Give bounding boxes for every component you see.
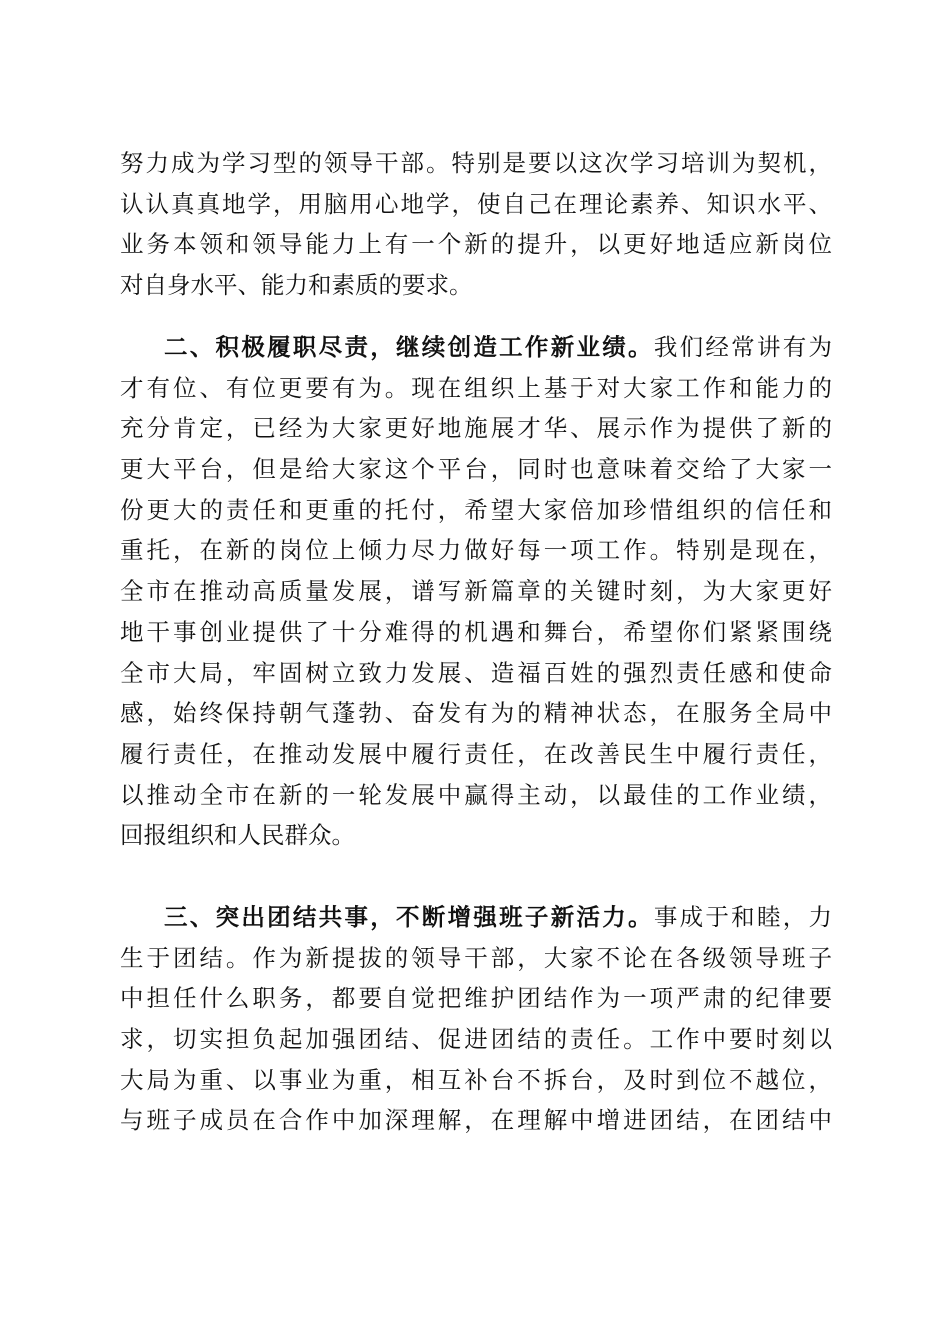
paragraph-2-line-9: 全市大局，牢固树立致力发展、造福百姓的强烈责任感和使命 bbox=[120, 658, 832, 687]
paragraph-3-first-line-text: 事成于和睦，力 bbox=[653, 903, 833, 931]
paragraph-2 bbox=[120, 327, 832, 856]
paragraph-2-line-3: 充分肯定，已经为大家更好地施展才华、展示作为提供了新的 bbox=[120, 414, 832, 443]
paragraph-2-line-12: 以推动全市在新的一轮发展中赢得主动，以最佳的工作业绩， bbox=[120, 780, 832, 809]
paragraph-2-line-7: 全市在推动高质量发展，谱写新篇章的关键时刻，为大家更好 bbox=[120, 577, 832, 606]
paragraph-2-first-line bbox=[120, 327, 832, 368]
paragraph-1-line-2: 认认真真地学，用脑用心地学，使自己在理论素养、知识水平、 bbox=[120, 189, 832, 218]
paragraph-3-line-6: 与班子成员在合作中加深理解，在理解中增进团结，在团结中 bbox=[120, 1106, 832, 1135]
paragraph-1-line-3: 业务本领和领导能力上有一个新的提升，以更好地适应新岗位 bbox=[120, 230, 832, 259]
paragraph-3-line-2: 生于团结。作为新提拔的领导干部，大家不论在各级领导班子 bbox=[120, 943, 832, 972]
paragraph-2-line-2: 才有位、有位更要有为。现在组织上基于对大家工作和能力的 bbox=[120, 373, 832, 402]
paragraph-2-first-line-text: 我们经常讲有为 bbox=[653, 333, 833, 361]
paragraph-2-line-5: 份更大的责任和更重的托付，希望大家倍加珍惜组织的信任和 bbox=[120, 495, 832, 524]
paragraph-3-line-4: 求，切实担负起加强团结、促进团结的责任。工作中要时刻以 bbox=[120, 1025, 832, 1054]
paragraph-2-line-10: 感，始终保持朝气蓬勃、奋发有为的精神状态，在服务全局中 bbox=[120, 699, 832, 728]
paragraph-3-first-line bbox=[120, 897, 832, 938]
section-heading-3: 三、突出团结共事，不断增强班子新活力。 bbox=[164, 903, 654, 931]
section-heading-2: 二、积极履职尽责，继续创造工作新业绩。 bbox=[164, 333, 654, 361]
paragraph-2-line-4: 更大平台，但是给大家这个平台，同时也意味着交给了大家一 bbox=[120, 455, 832, 484]
paragraph-3 bbox=[120, 897, 832, 1141]
paragraph-1-line-4: 对自身水平、能力和素质的要求。 bbox=[120, 271, 473, 300]
paragraph-2-line-8: 地干事创业提供了十分难得的机遇和舞台，希望你们紧紧围绕 bbox=[120, 617, 832, 646]
paragraph-3-line-5: 大局为重、以事业为重，相互补台不拆台，及时到位不越位， bbox=[120, 1065, 832, 1094]
paragraph-2-line-6: 重托，在新的岗位上倾力尽力做好每一项工作。特别是现在， bbox=[120, 536, 832, 565]
paragraph-2-line-11: 履行责任，在推动发展中履行责任，在改善民生中履行责任， bbox=[120, 739, 832, 768]
paragraph-3-line-3: 中担任什么职务，都要自觉把维护团结作为一项严肃的纪律要 bbox=[120, 984, 832, 1013]
paragraph-2-line-13: 回报组织和人民群众。 bbox=[120, 821, 355, 850]
paragraph-1 bbox=[120, 143, 832, 306]
paragraph-1-line-1: 努力成为学习型的领导干部。特别是要以这次学习培训为契机， bbox=[120, 149, 832, 177]
